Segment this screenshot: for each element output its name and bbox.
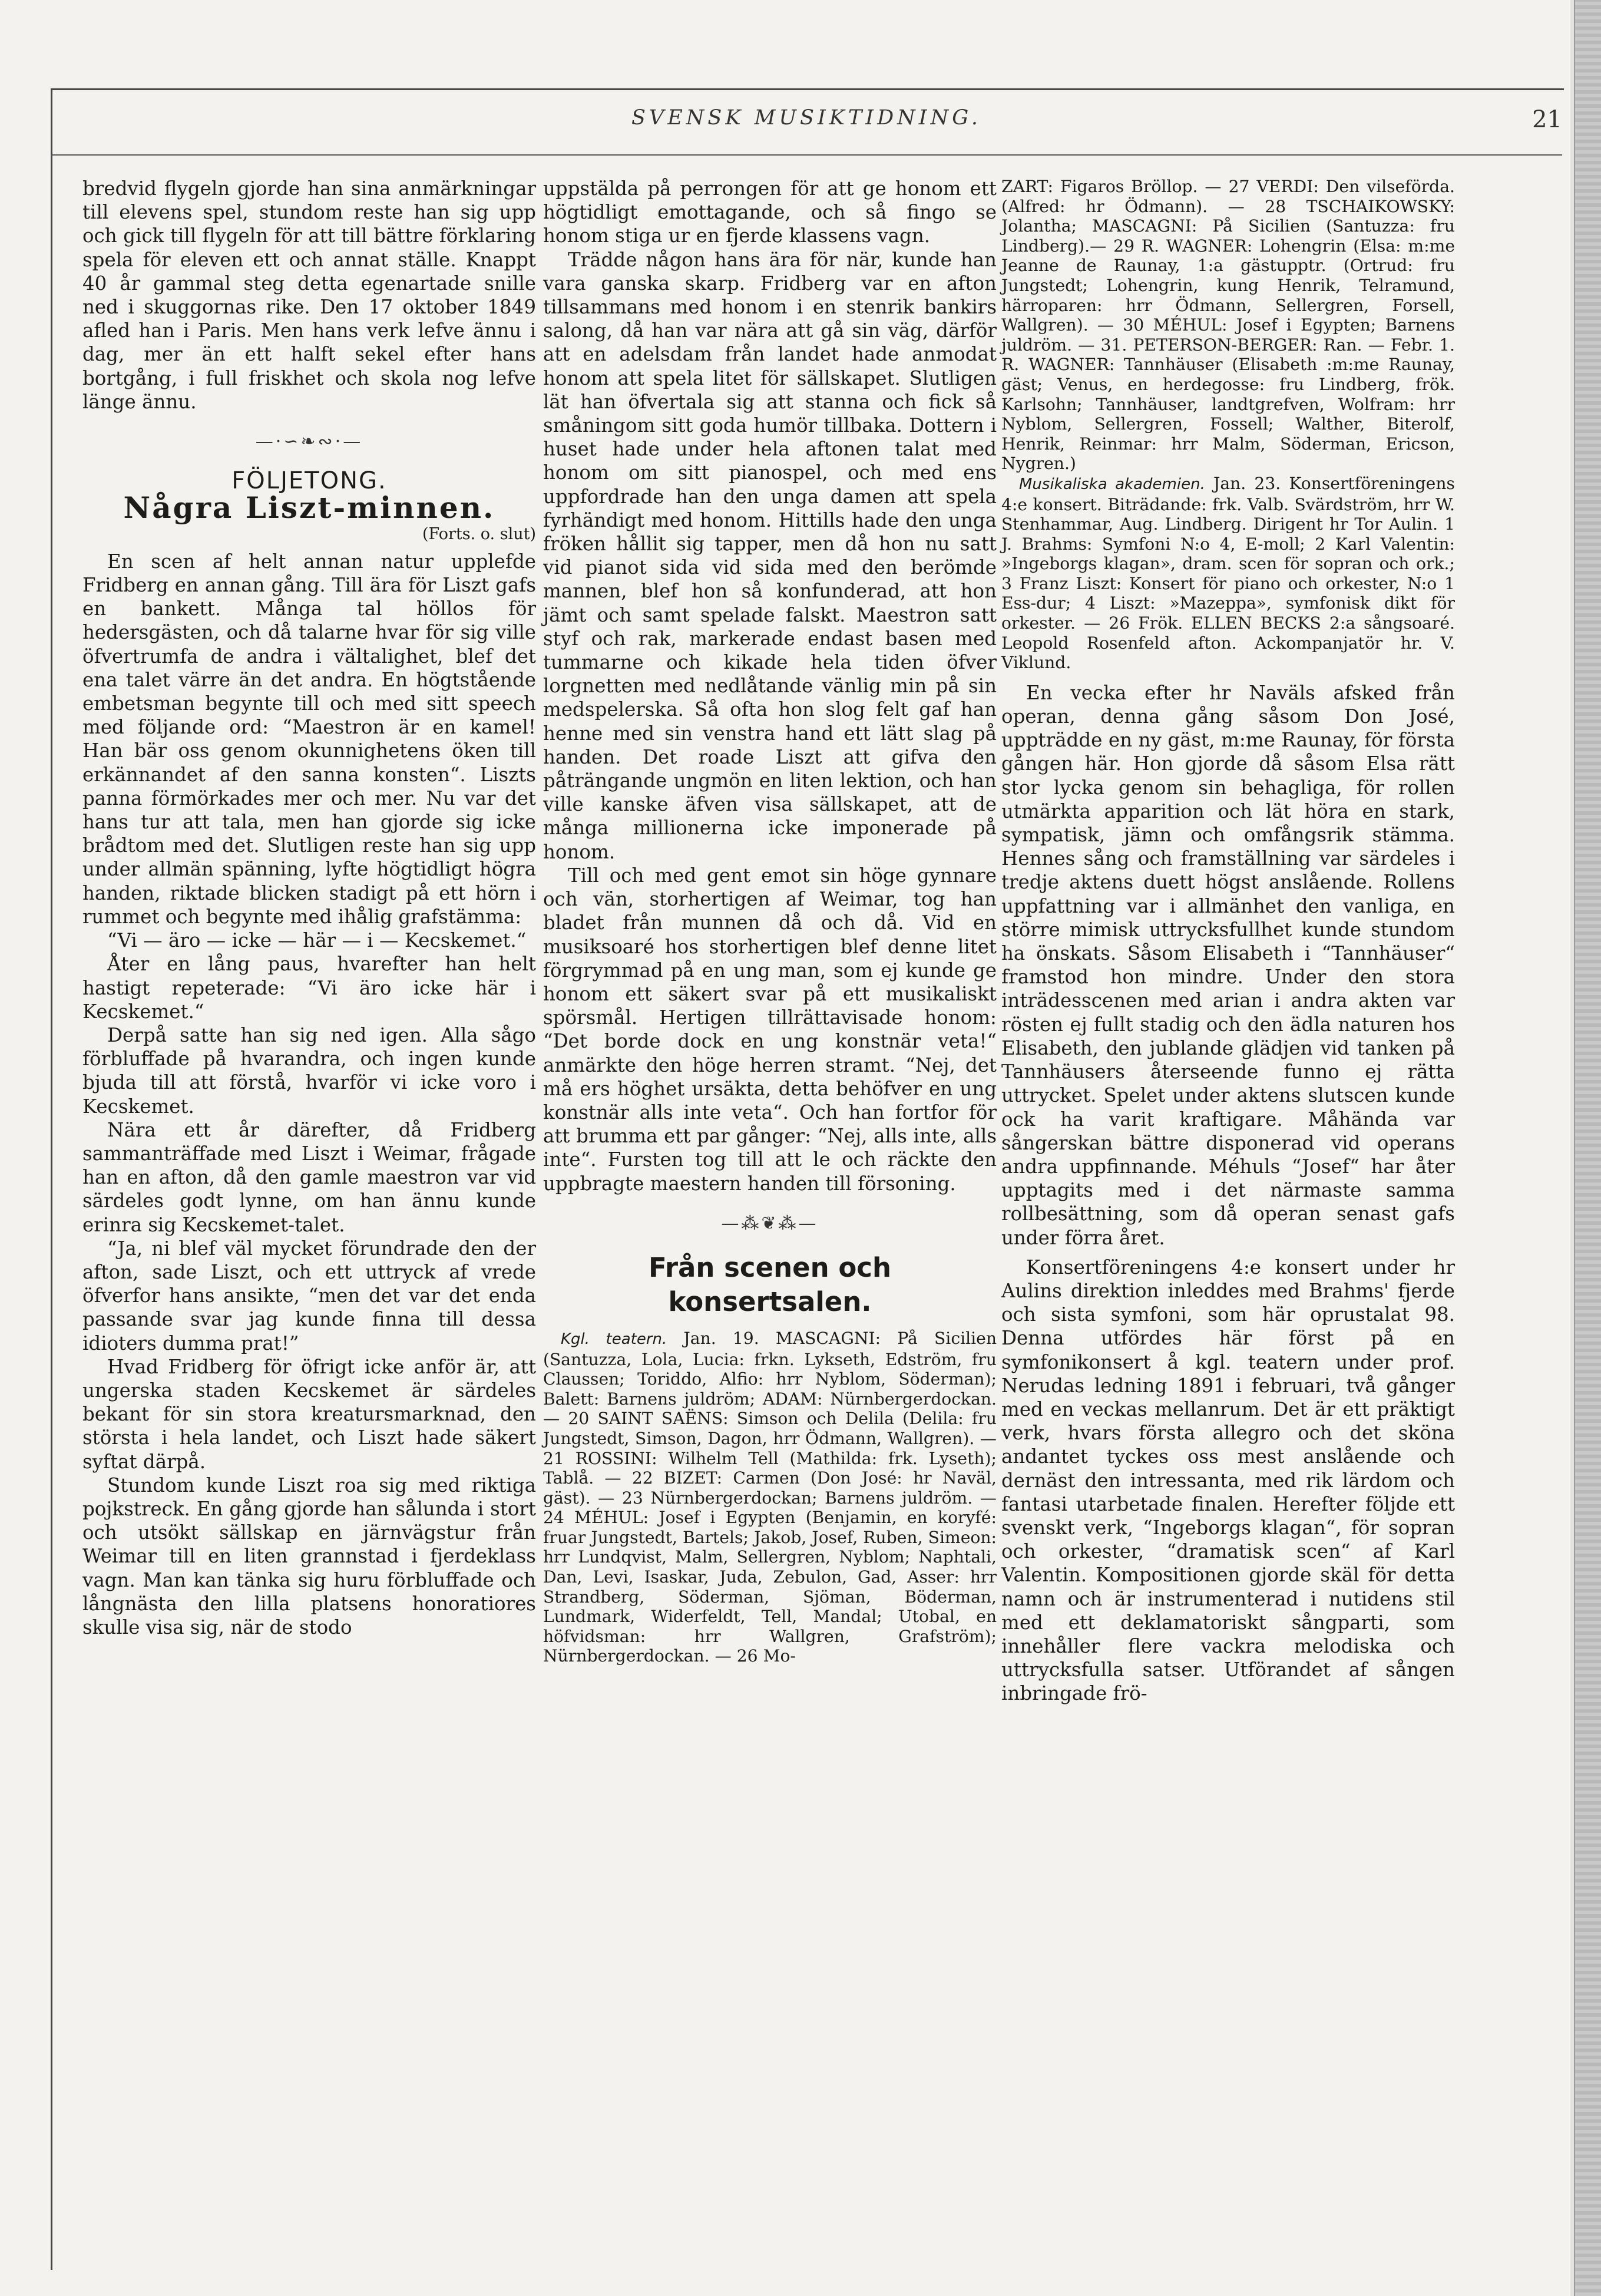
paragraph: Åter en lång paus, hvarefter han helt hastigt repeterade: “Vi äro icke här i Kecskemet.“: [82, 953, 536, 1023]
column-2: [543, 177, 997, 1666]
paragraph: “Vi — äro — icke — här — i — Kecskemet.“: [107, 929, 527, 952]
ornament-divider: —⁂❦⁂—: [721, 1213, 819, 1234]
paragraph: Nära ett år därefter, då Fridberg sammanträffade med Liszt i Weimar, frågade han en afton, då den gamle maestron var vid särdeles godt lynne, om han ännu kunde erinra sig Kecskemet-talet.: [82, 1118, 536, 1236]
article-title: Några Liszt-minnen.: [123, 490, 495, 526]
review-label: Kgl. teatern.: [561, 1330, 667, 1348]
academy-paragraph: [1001, 474, 1455, 673]
paragraph: En vecka efter hr Naväls afsked från operan, denna gång såsom Don José, uppträdde en ny gäst, m:me Raunay, för första gången här. Hon gjorde då såsom Elsa rätt stor lycka genom sin behagliga, för rollen utmärkta apparition och lät höra en stark, sympatisk, jämn och omfångsrik stämma. Hennes sång och framställning var särdeles i tredje aktens duett högst anslående. Rollens uppfattning var i allmänhet den vanliga, en större mimisk uttrycksfullhet kunde stundom ha önskats. Såsom Elisabeth i “Tannhäuser“ framstod hon mindre. Under den stora inträdesscenen med arian i andra akten var rösten ej fullt stadig och den ädla naturen hos Elisabeth, den jublande glädjen vid tanken på Tannhäusers återseende funno ej rätta uttrycket. Spelet under aktens slutscen kunde ock ha varit kraftigare. Måhända var sångerskan bättre disponerad vid operans andra uppfinnande. Méhuls “Josef“ har åter upptagits med i det närmaste samma rollbesättning, som då operan senast gafs under förra året.: [1001, 681, 1455, 1249]
paragraph: Hvad Fridberg för öfrigt icke anför är, att ungerska staden Kecskemet är särdeles bekant för sin stora kreatursmarknad, den största i hela landet, och Liszt hade säkert syftat därpå.: [82, 1355, 536, 1473]
section-title: FÖLJETONG.: [231, 467, 387, 495]
paragraph: En scen af helt annan natur upplefde Fridberg en annan gång. Till ära för Liszt gafs en bankett. Många tal höllos för hedersgästen, och då talarne hvar för sig ville öfvertrumfa de andra i vältalighet, blef det ena talet värre än det andra. En högtstående embetsman begynte till och med sitt speech med följande ord: “Maestron är en kamel! Han bär oss genom okunnighetens öken till erkännandet af den sanna konsten“. Liszts panna förmörkades mer och mer. Nu var det hans tur att tala, men han gjorde sig icke brådtom med det. Slutligen reste han sig upp under allmän spänning, lyfte högtidligt högra handen, riktade blicken stadigt på ett hörn i rummet och begynte med ihålig grafstämma:: [82, 550, 536, 928]
column-1: [82, 177, 536, 1639]
section-heading: Från scenen och konsertsalen.: [649, 1251, 891, 1317]
paragraph: Derpå satte han sig ned igen. Alla sågo förbluffade på hvarandra, och ingen kunde bjuda till att förstå, hvarför vi icke voro i Kecskemet.: [82, 1023, 536, 1118]
paragraph: Till och med gent emot sin höge gynnare och vän, storhertigen af Weimar, tog han bladet från munnen då och då. Vid en musiksoaré hos storhertigen blef denne litet förgrymmad på en ung man, som ej kunde ge honom ett säkert svar på ett musikaliskt spörsmål. Hertigen tillrättavisade honom: “Det borde dock en ung konstnär veta!“ anmärkte den höge herren stramt. “Nej, det må ers höghet ursäkta, detta behöfver en ung konstnär alls inte veta“. Och han fortfor för att brumma ett par gånger: “Nej, alls inte, alls inte“. Fursten tog till att le och räckte den uppbragte maestern handen till försoning.: [543, 864, 997, 1195]
paragraph: Trädde någon hans ära för när, kunde han vara ganska skarp. Fridberg var en afton tillsammans med honom i en stenrik bankirs salong, då han var nära att gå sin väg, därför att en adelsdam från landet hade anmodat honom att spela litet för sällskapet. Slutligen lät han öfvertala sig att stanna och fick så småningom sitt goda humör tillbaka. Dottern i huset hade under hela aftonen talat med honom om sitt pianospel, och med ens uppfordrade han den unga damen att spela fyrhändigt med honom. Hittills hade den unga fröken hållit sig tapper, men då hon nu satt vid pianot sida vid sida med den berömde mannen, blef hon så konfunderad, att hon jämt och samt spelade falskt. Maestron satt styf och rak, markerade endast basen med tummarne och kikade hela tiden öfver lorgnetten med nedlåtande vänlig min på sin medspelerska. Så ofta hon slog felt gaf han henne med sin venstra hand ett lätt slag på handen. Det roade Liszt att gifva den påträngande ungmön en liten lektion, och han ville kanske äfven visa sällskapet, att de många millionerna icke imponerade på honom.: [543, 248, 997, 863]
review-paragraph: [543, 1329, 997, 1666]
review-text: Jan. 19. MASCAGNI: På Sicilien (Santuzza, Lola, Lucia: frkn. Lykseth, Edström, fru Claussen; Toriddo, Alfio: hrr Nyblom, Söderman); Balett: Barnens juldröm; ADAM: Nürnbergerdockan. — 20 SAINT SAËNS: Simson och Delila (Delila: fru Jungstedt, Simson, Dagon, hrr Ödmann, Wallgren). — 21 ROSSINI: Wilhelm Tell (Mathilda: frk. Lyseth); Tablå. — 22 BIZET: Carmen (Don José: hr Naväl, gäst). — 23 Nürnbergerdockan; Barnens juldröm. — 24 MÉHUL: Josef i Egypten (Benjamin, en koryfé: fruar Jungstedt, Bartels; Jakob, Josef, Ruben, Simeon: hrr Lundqvist, Malm, Sellergren, Nyblom; Naphtali, Dan, Levi, Isaskar, Juda, Zebulon, Gad, Asser: hrr Strandberg, Söderman, Sjöman, Böderman, Lundmark, Widerfeldt, Tell, Mandal; Utobal, en höfvidsman: hrr Wallgren, Grafström); Nürnbergerdockan. — 26 Mo-: [543, 1328, 997, 1666]
running-head: SVENSK MUSIKTIDNING.: [631, 106, 982, 130]
paragraph: “Ja, ni blef väl mycket förundrade den der afton, sade Liszt, och ett uttryck af vrede öfverfor hans ansikte, “men det var det enda passande svar jag kunde finna till dessa idioters dumma prat!”: [82, 1237, 536, 1355]
page-number: 21: [1532, 106, 1562, 133]
paragraph: uppstälda på perrongen för att ge honom ett högtidligt emottagande, och så fingo se honom stiga ur en fjerde klassens vagn.: [543, 177, 997, 247]
paragraph: Stundom kunde Liszt roa sig med riktiga pojkstreck. En gång gjorde han sålunda i stort och utsökt sällskap en järnvägstur från Weimar till en liten grannstad i fjerdeklass vagn. Man kan tänka sig huru förbluffade och långnästa den lilla platsens honoratiores skulle visa sig, när de stodo: [82, 1474, 536, 1638]
review-block: [1001, 177, 1455, 673]
paragraph: Konsertföreningens 4:e konsert under hr Aulins direktion inleddes med Brahms' fjerde och sista symfoni, som här oprustalat 98. Denna utfördes här först på en symfonikonsert å kgl. teatern under prof. Nerudas ledning 1891 i februari, två gånger med en veckas mellanrum. Det är ett präktigt verk, hvars första allegro och det sköna andantet tyckes oss mest anslående och dernäst den intressanta, med rik lärdom och fantasi utarbetade finalen. Herefter följde ett svenskt verk, “Ingeborgs klagan“, för sopran och orkester, “dramatisk scen“ af Karl Valentin. Kompositionen gjorde skäl för detta namn och är instrumenterad i nutidens stil med ett deklamatoriskt sångparti, som innehåller flere vackra melodiska och uttrycksfulla satser. Utförandet af sången inbringade frö-: [1001, 1256, 1455, 1705]
book-spine: [1574, 0, 1601, 2296]
ornament-divider: —·∽❧∾·—: [255, 431, 363, 452]
column-3: [1001, 177, 1455, 1706]
academy-text: Jan. 23. Konsertföreningens 4:e konsert. Biträdande: frk. Valb. Svärdström, hrr W. Stenhammar, Aug. Lindberg. Dirigent hr Tor Aulin. 1 J. Brahms: Symfoni N:o 4, E-moll; 2 Karl Valentin: »Ingeborgs klagan», dram. scen för sopran och ork.; 3 Franz Liszt: Konsert för piano och orkester, N:o 1 Ess-dur; 4 Liszt: »Mazeppa», symfonisk dikt för orkester. — 26 Frök. ELLEN BECKS 2:a sångsoaré. Leopold Rosenfeld afton. Ackompanjatör hr. V. Viklund.: [1001, 473, 1455, 673]
review-paragraph: ZART: Figaros Bröllop. — 27 VERDI: Den vilseförda. (Alfred: hr Ödmann). — 28 TSCHAIKOWSKY: Jolantha; MASCAGNI: På Sicilien (Santuzza: fru Lindberg).— 29 R. WAGNER: Lohengrin (Elsa: m:me Jeanne de Raunay, 1:a gästupptr. (Ortrud: fru Jungstedt; Lohengrin, kung Henrik, Telramund, härroparen: hrr Ödmann, Sellergren, Forsell, Wallgren). — 30 MÉHUL: Josef i Egypten; Barnens juldröm. — 31. PETERSON-BERGER: Ran. — Febr. 1. R. WAGNER: Tannhäuser (Elisabeth :m:me Raunay, gäst; Venus, en herdegosse: fru Lindberg, frök. Karlsohn; Tannhäuser, landtgrefven, Wolfram: hrr Nyblom, Sellergren, Fossell; Walther, Biterolf, Henrik, Reinmar: hrr Malm, Söderman, Ericson, Nygren.): [1001, 177, 1455, 474]
academy-label: Musikaliska akademien.: [1019, 475, 1205, 493]
review-block: [543, 1329, 997, 1666]
paragraph: bredvid flygeln gjorde han sina anmärkningar till elevens spel, stundom reste han sig upp och gick till flygeln för att till bättre förklaring spela för eleven ett och annat ställe. Knappt 40 år gammal steg detta egenartade snille ned i skuggornas rike. Den 17 oktober 1849 afled han i Paris. Men hans verk lefve ännu i dag, mer än ett halft sekel efter hans bortgång, i full friskhet och skola nog lefve länge ännu.: [82, 177, 536, 413]
page-header: [51, 106, 1562, 147]
continuation-note: (Forts. o. slut): [422, 524, 536, 543]
header-rule: [51, 154, 1562, 156]
